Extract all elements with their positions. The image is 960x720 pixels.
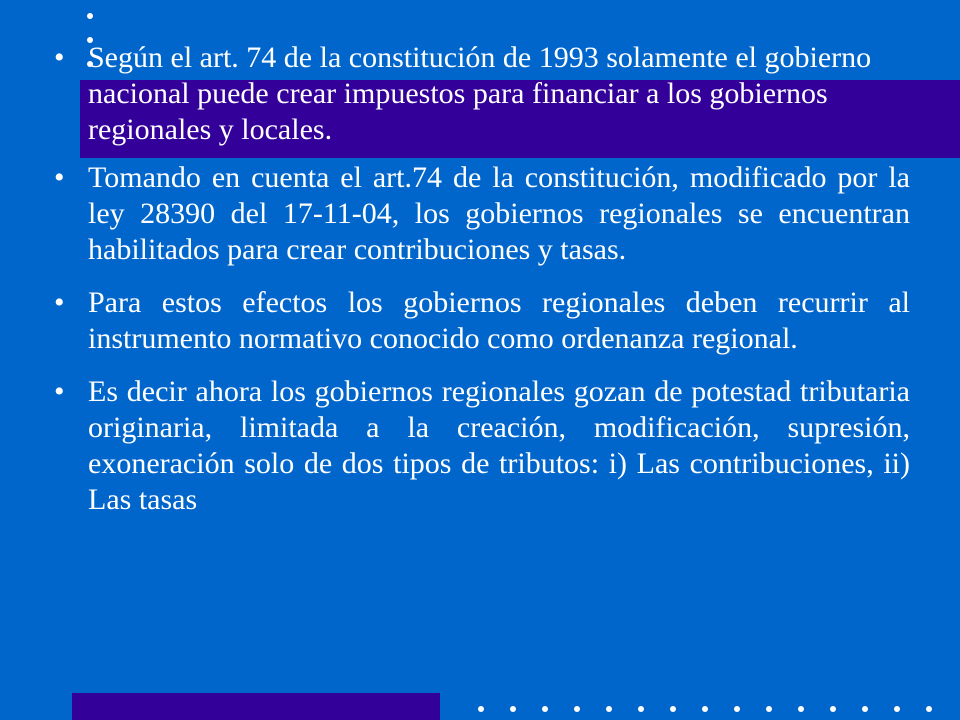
decorative-dot [510, 706, 516, 712]
decorative-dot [574, 706, 580, 712]
slide-content [0, 40, 960, 518]
bullet-text: Según el art. 74 de la constitución de 1993 solamente el gobierno nacional puede crear impuestos para financiar a los gobiernos regionales y locales. [88, 41, 872, 146]
decorative-dot [894, 706, 900, 712]
bullet-item [54, 160, 910, 268]
decorative-dot [798, 706, 804, 712]
bullet-marker: • [54, 375, 65, 408]
decorative-dot [926, 706, 932, 712]
decorative-dot [862, 706, 868, 712]
bullet-text: Es decir ahora los gobiernos regionales gozan de potestad tributaria originaria, limitada a la creación, modificación, supresión, exoneración solo de dos tipos de tributos: i) Las contribuciones, ii) Las tasas [88, 375, 910, 516]
decorative-dot [638, 706, 644, 712]
bullet-item [54, 374, 910, 518]
decorative-dot [87, 13, 93, 19]
decorative-dot [478, 706, 484, 712]
bullet-text: Para estos efectos los gobiernos regionales deben recurrir al instrumento normativo conocido como ordenanza regional. [88, 286, 910, 355]
bullet-marker: • [54, 286, 65, 319]
bullet-item [54, 285, 910, 357]
decorative-dot [766, 706, 772, 712]
bullet-text: Tomando en cuenta el art.74 de la constitución, modificado por la ley 28390 del 17-11-04, los gobiernos regionales se encuentran habilitados para crear contribuciones y tasas. [88, 161, 910, 266]
decorative-dot [702, 706, 708, 712]
bullet-marker: • [54, 161, 65, 194]
bullet-item [54, 40, 910, 148]
decorative-dot [606, 706, 612, 712]
decorative-dot [830, 706, 836, 712]
bottom-decorative-band [72, 693, 440, 720]
bullet-marker: • [54, 41, 65, 74]
decorative-dot [670, 706, 676, 712]
decorative-dot [734, 706, 740, 712]
decorative-dot [542, 706, 548, 712]
